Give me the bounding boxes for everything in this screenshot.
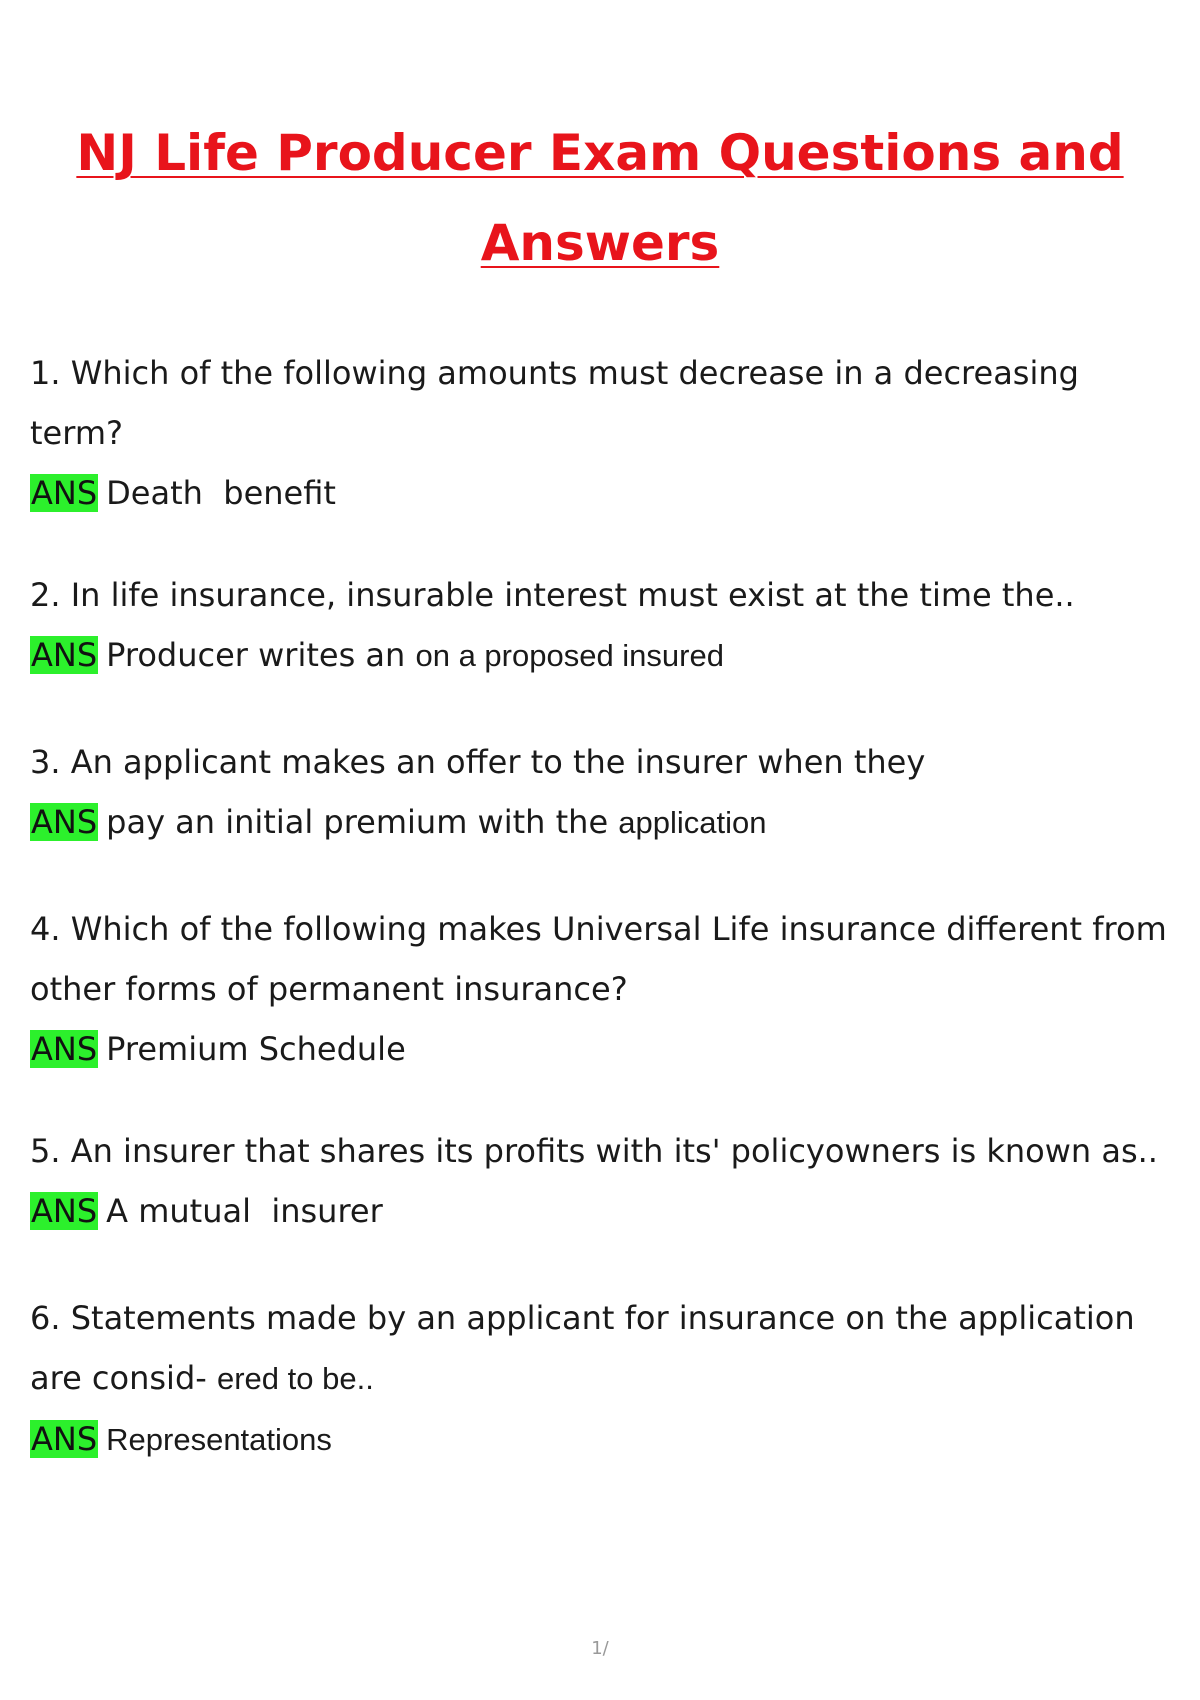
answer-text-6: Representations: [106, 1422, 332, 1457]
question-1: 1. Which of the following amounts must decrease in a decreasing term?: [30, 354, 1079, 452]
title-line-1: NJ Life Producer Exam Questions and: [76, 124, 1124, 182]
qa-item-2: [30, 565, 1180, 686]
answer-text-1: Death benefit: [106, 474, 336, 512]
ans-label: ANS: [31, 1420, 98, 1458]
qa-item-3: [30, 732, 1180, 853]
answer-3: [30, 792, 1180, 853]
answer-5: [30, 1181, 1180, 1241]
question-5: 5. An insurer that shares its profits with its' policyowners is known as..: [30, 1132, 1158, 1170]
answer-1: [30, 463, 1180, 523]
answer-text-4: Premium Schedule: [106, 1030, 406, 1068]
answer-6: [30, 1409, 1180, 1470]
answer-2: [30, 625, 1180, 686]
ans-label: ANS: [31, 474, 98, 512]
ans-label: ANS: [31, 1192, 98, 1230]
answer-4: [30, 1019, 1180, 1079]
question-6-main: 6. Statements made by an applicant for insurance on the application are consid-: [30, 1299, 1135, 1397]
qa-item-6: [30, 1288, 1180, 1470]
answer-text-3-main: pay an initial premium with the: [106, 803, 619, 841]
question-6-tail: ered to be..: [216, 1361, 374, 1396]
answer-text-3-tail: application: [618, 805, 767, 840]
page-number: 1/: [591, 1638, 609, 1659]
ans-label: ANS: [31, 636, 98, 674]
answer-text-3: [106, 803, 766, 841]
document-title: [0, 108, 1200, 288]
question-2: 2. In life insurance, insurable interest must exist at the time the..: [30, 576, 1075, 614]
answer-text-5: A mutual insurer: [106, 1192, 383, 1230]
qa-item-4: [30, 899, 1180, 1079]
answer-text-2: [106, 636, 724, 674]
ans-label: ANS: [31, 1030, 98, 1068]
ans-label: ANS: [31, 803, 98, 841]
answer-text-2-tail: on a proposed insured: [415, 638, 724, 673]
question-6: [30, 1288, 1180, 1409]
title-line-2: Answers: [480, 214, 720, 272]
question-3: 3. An applicant makes an offer to the insurer when they: [30, 743, 926, 781]
qa-item-5: [30, 1121, 1180, 1241]
answer-text-2-main: Producer writes an: [106, 636, 416, 674]
qa-item-1: [30, 343, 1180, 523]
question-4: 4. Which of the following makes Universal Life insurance different from other forms of permanent insurance?: [30, 910, 1167, 1008]
